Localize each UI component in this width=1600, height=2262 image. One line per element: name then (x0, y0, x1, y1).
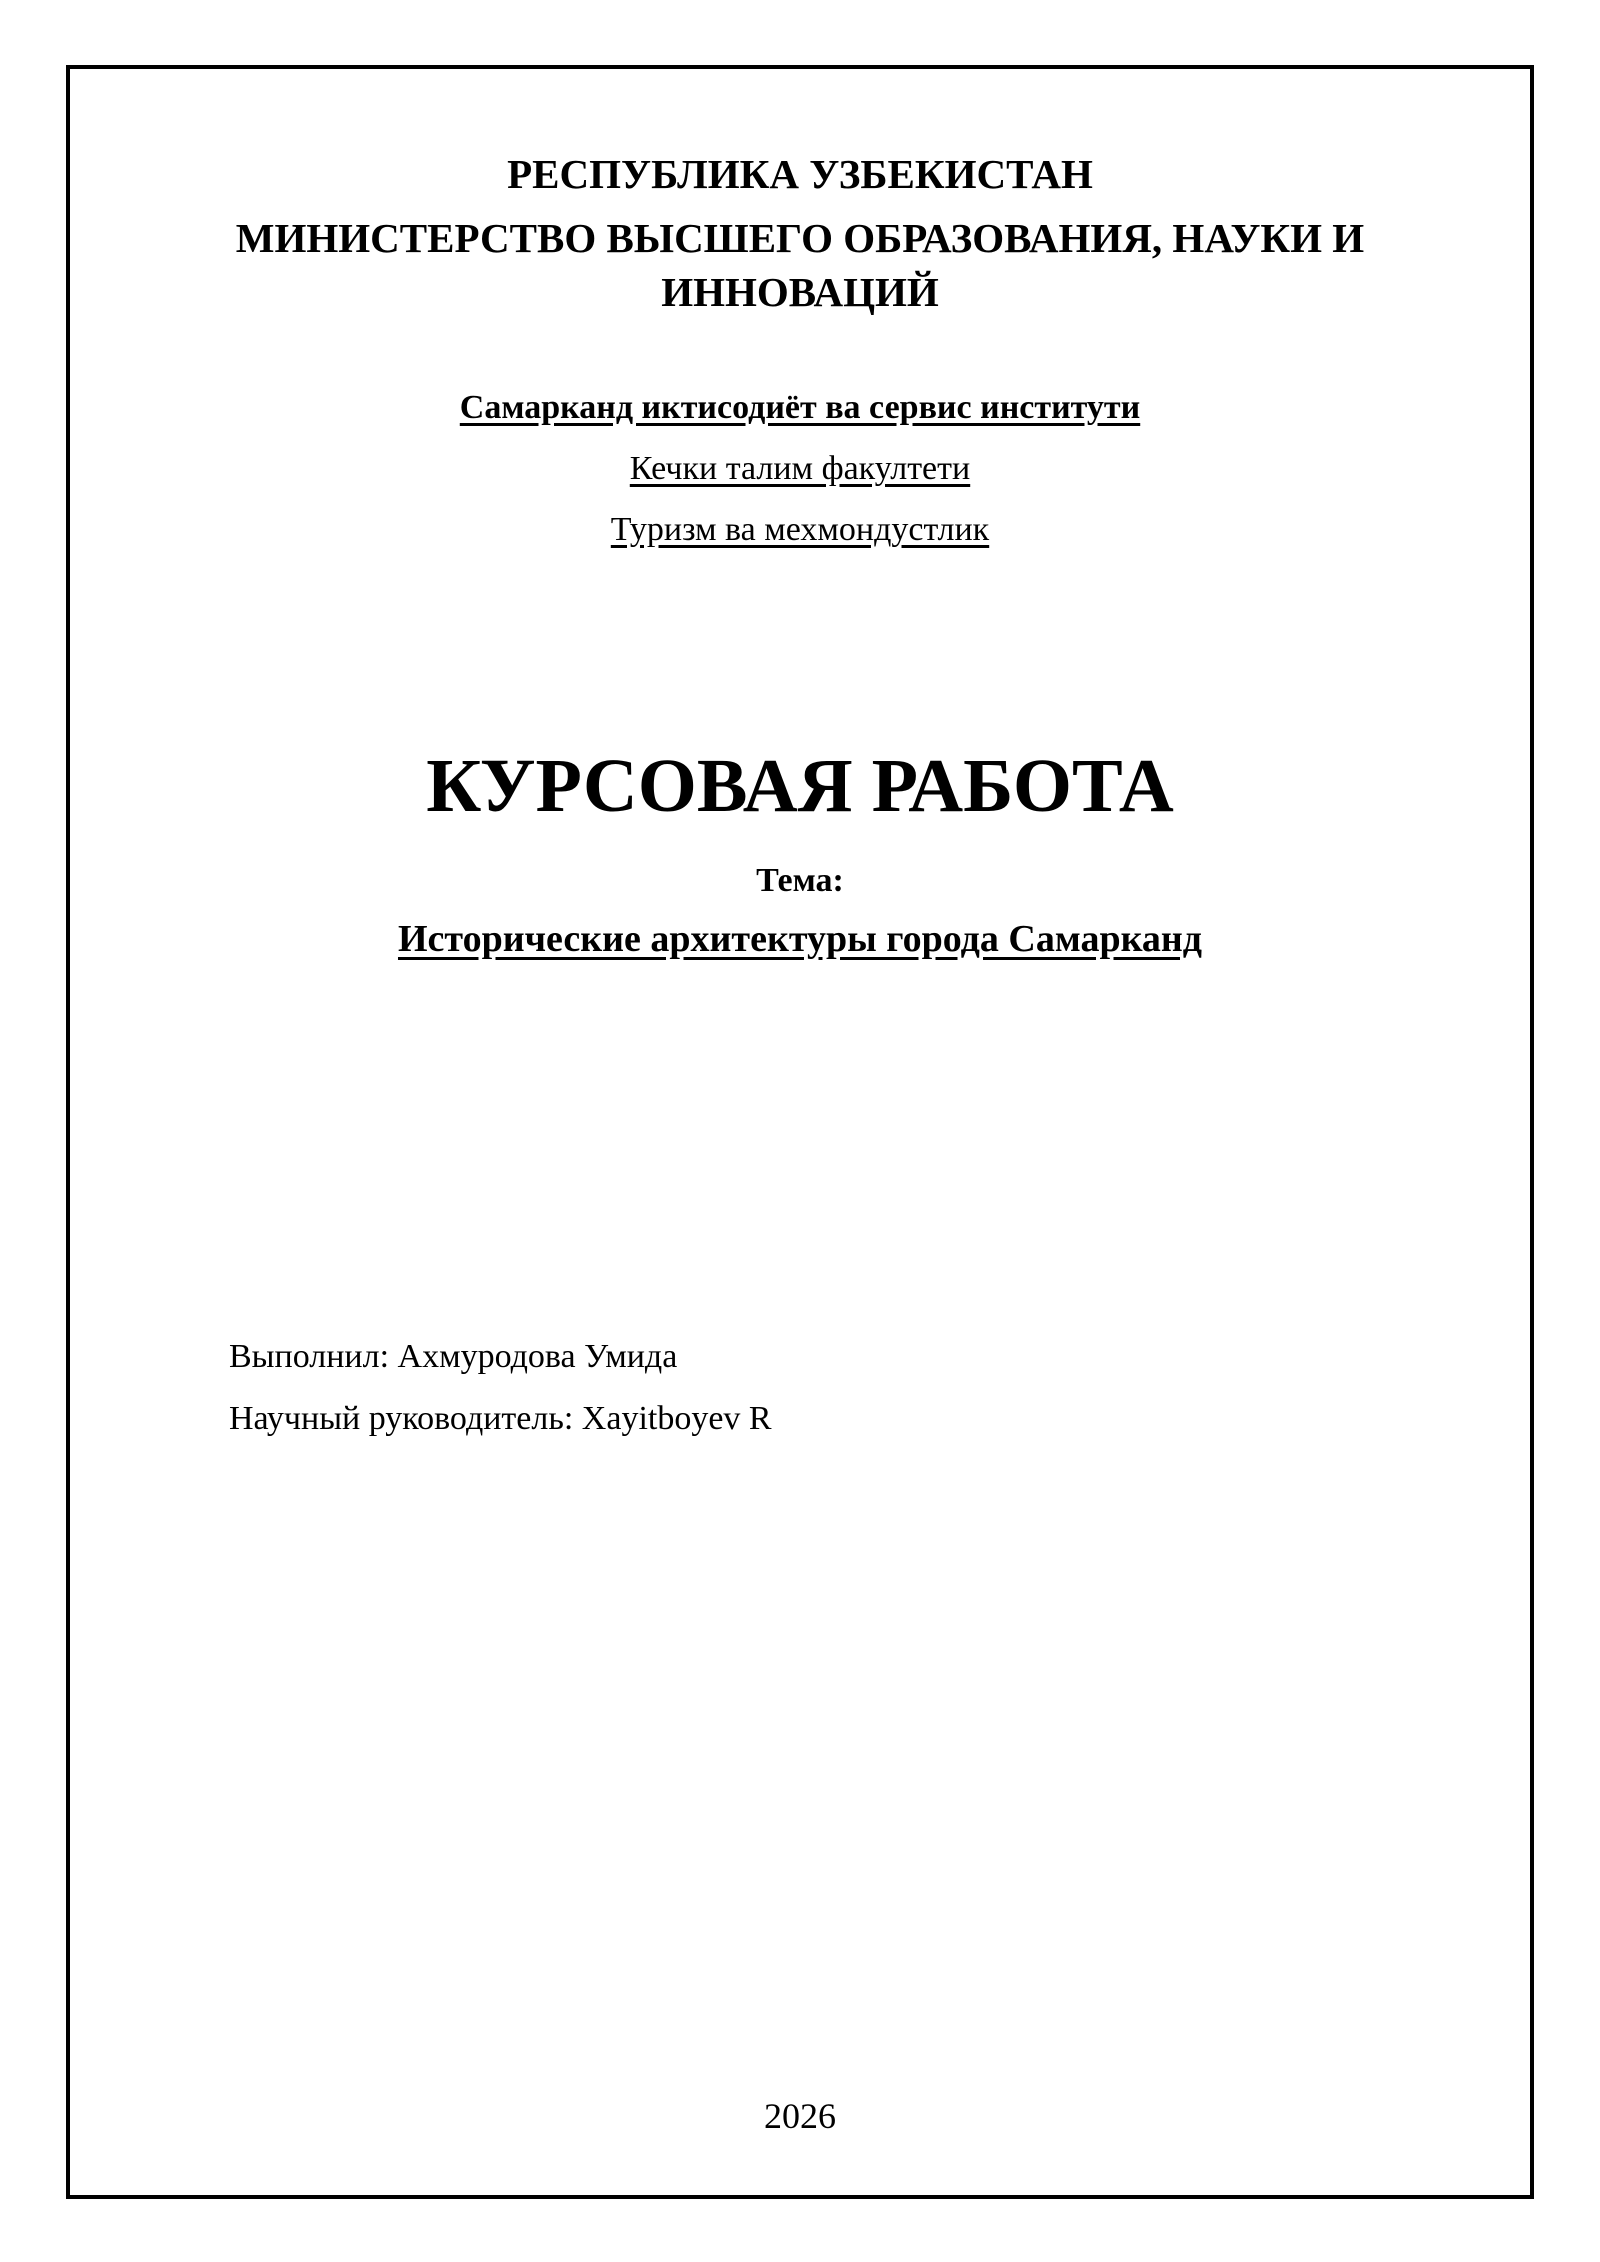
faculty-name: Кечки талим факултети (629, 450, 971, 487)
header-ministry-cont: ИННОВАЦИЙ (661, 269, 939, 315)
department-name: Туризм ва мехмондустлик (610, 511, 990, 548)
header-republic: РЕСПУБЛИКА УЗБЕКИСТАН (507, 151, 1093, 197)
topic-title: Исторические архитектуры города Самарканд (397, 918, 1203, 960)
document-title: КУРСОВАЯ РАБОТА (426, 744, 1174, 828)
author-line: Выполнил: Ахмуродова Умида (229, 1338, 678, 1375)
header-ministry: МИНИСТЕРСТВО ВЫСШЕГО ОБРАЗОВАНИЯ, НАУКИ И (235, 215, 1365, 261)
topic-label: Тема: (756, 862, 844, 899)
institution-name: Самарканд иктисодиёт ва сервис институти (459, 389, 1141, 426)
supervisor-line: Научный руководитель: Xayitboyev R (229, 1400, 772, 1437)
page-border (66, 65, 1534, 2199)
year: 2026 (764, 2096, 836, 2136)
